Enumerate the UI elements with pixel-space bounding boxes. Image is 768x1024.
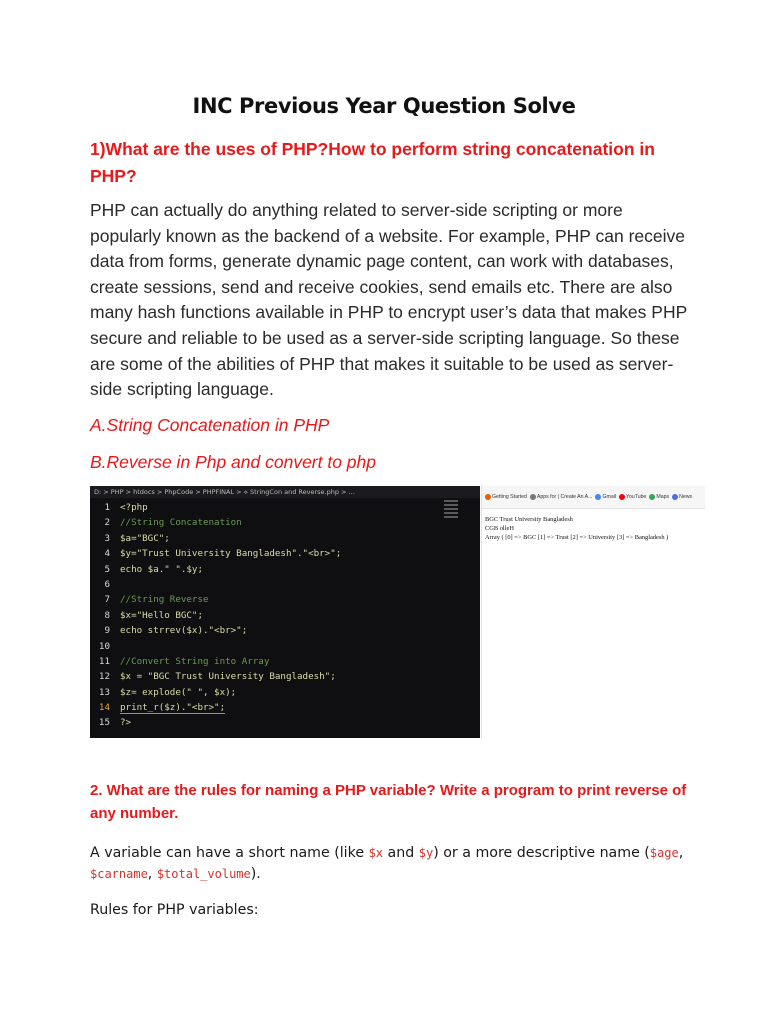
line-number: 9: [104, 625, 110, 637]
code-line: [90, 592, 480, 607]
google-icon: [595, 494, 601, 500]
bookmarks-bar: [482, 486, 705, 509]
code-line: [90, 562, 480, 577]
line-number: 7: [104, 594, 110, 606]
variable-y: $y: [418, 846, 434, 860]
bookmark-label: Gmail: [602, 494, 617, 500]
code-line: [90, 515, 480, 530]
question-1: 1)What are the uses of PHP?How to perform string concatenation in PHP?: [90, 139, 655, 186]
line-number: 14: [98, 702, 110, 714]
bookmark-label: News: [679, 494, 693, 500]
output-line: BGC Trust University Bangladesh: [485, 516, 573, 523]
line-number: 8: [104, 609, 110, 621]
variable-carname: $carname: [90, 867, 148, 881]
bookmark-item[interactable]: [530, 494, 593, 500]
bookmark-item[interactable]: [649, 494, 669, 500]
code-line: [90, 623, 480, 638]
text-segment: and: [383, 845, 419, 861]
line-number: 12: [98, 671, 110, 683]
code-line: [90, 700, 480, 715]
bookmark-label: YouTube: [626, 494, 647, 500]
code-text: //Convert String into Array: [120, 655, 270, 667]
code-line: [90, 715, 480, 730]
output-line: CGB olleH: [485, 525, 514, 532]
code-text: print_r($z)."<br>";: [120, 702, 226, 714]
line-number: 3: [104, 532, 110, 544]
code-line: [90, 500, 480, 515]
line-number: 15: [98, 717, 110, 729]
bookmark-item[interactable]: [595, 494, 616, 500]
code-line: [90, 608, 480, 623]
code-text: $y="Trust University Bangladesh"."<br>";: [120, 548, 342, 560]
bookmark-item[interactable]: [619, 494, 646, 500]
variable-age: $age: [649, 846, 679, 860]
output-line: Array ( [0] => BGC [1] => Trust [2] => University [3] => Bangladesh ): [485, 534, 669, 541]
code-text: <?php: [120, 502, 148, 513]
code-line: [90, 531, 480, 546]
variable-total-volume: $total_volume: [156, 867, 251, 881]
line-number: 6: [104, 578, 110, 590]
code-text: echo $a." ".$y;: [120, 563, 203, 575]
firefox-icon: [485, 494, 491, 500]
line-number: 4: [104, 548, 110, 560]
editor-breadcrumb: D: > PHP > htdocs > PhpCode > PHPFINAL > ⟡ StringCon and Reverse.php > ...: [90, 486, 480, 498]
variable-x: $x: [368, 846, 384, 860]
youtube-icon: [619, 494, 625, 500]
line-number: 11: [98, 655, 110, 667]
browser-output-screenshot: [481, 486, 705, 738]
code-line: [90, 669, 480, 684]
text-segment: ,: [678, 845, 684, 861]
line-number: 13: [98, 686, 110, 698]
code-text: $x="Hello BGC";: [120, 609, 203, 621]
rules-heading: Rules for PHP variables:: [90, 902, 259, 918]
question-2: 2. What are the rules for naming a PHP variable? Write a program to print reverse of any number.: [90, 782, 687, 822]
code-line: [90, 654, 480, 669]
code-line: [90, 685, 480, 700]
code-line: [90, 639, 480, 654]
question-2-text: [90, 843, 710, 885]
line-number: 1: [104, 502, 110, 513]
bookmark-label: Maps: [656, 494, 670, 500]
bookmark-item[interactable]: [485, 494, 527, 500]
code-text: ?>: [120, 717, 132, 729]
page-title: INC Previous Year Question Solve: [192, 94, 576, 118]
code-editor-screenshot: [90, 486, 480, 738]
maps-icon: [649, 494, 655, 500]
subheading-string-concatenation: A.String Concatenation in PHP: [90, 415, 330, 435]
code-text: echo strrev($x)."<br>";: [120, 625, 248, 637]
globe-icon: [530, 494, 536, 500]
bookmark-label: Apps for | Create An A...: [536, 494, 593, 500]
code-line: [90, 577, 480, 592]
bookmark-label: Getting Started: [492, 494, 527, 500]
php-output: [482, 509, 705, 542]
code-text: $a="BGC";: [120, 532, 170, 544]
code-text: //String Reverse: [120, 594, 209, 606]
bookmark-item[interactable]: [672, 494, 692, 500]
code-lines: [90, 500, 480, 731]
news-icon: [672, 494, 678, 500]
text-segment: ).: [250, 866, 261, 882]
subheading-reverse: B.Reverse in Php and convert to php: [90, 452, 377, 472]
code-text: $z= explode(" ", $x);: [120, 686, 237, 698]
text-segment: ,: [147, 866, 157, 882]
question-1-answer: PHP can actually do anything related to server-side scripting or more popularly known as the backend of a website. For example, PHP can receive data from forms, generate dynamic page content, can work with databases, create sessions, send and receive cookies, send emails etc. There are also many hash functions available in PHP to encrypt user’s data that makes PHP secure and reliable to be used as a server-side scripting language. So these are some of the abilities of PHP that makes it suitable to be used as server-side scripting language.: [90, 200, 687, 400]
code-text: //String Concatenation: [120, 517, 242, 529]
text-segment: ) or a more descriptive name (: [433, 845, 650, 861]
text-segment: A variable can have a short name (like: [90, 845, 369, 861]
line-number: 5: [104, 563, 110, 575]
code-line: [90, 546, 480, 561]
code-text: $x = "BGC Trust University Bangladesh";: [120, 671, 336, 683]
line-number: 10: [98, 640, 110, 652]
line-number: 2: [104, 517, 110, 529]
